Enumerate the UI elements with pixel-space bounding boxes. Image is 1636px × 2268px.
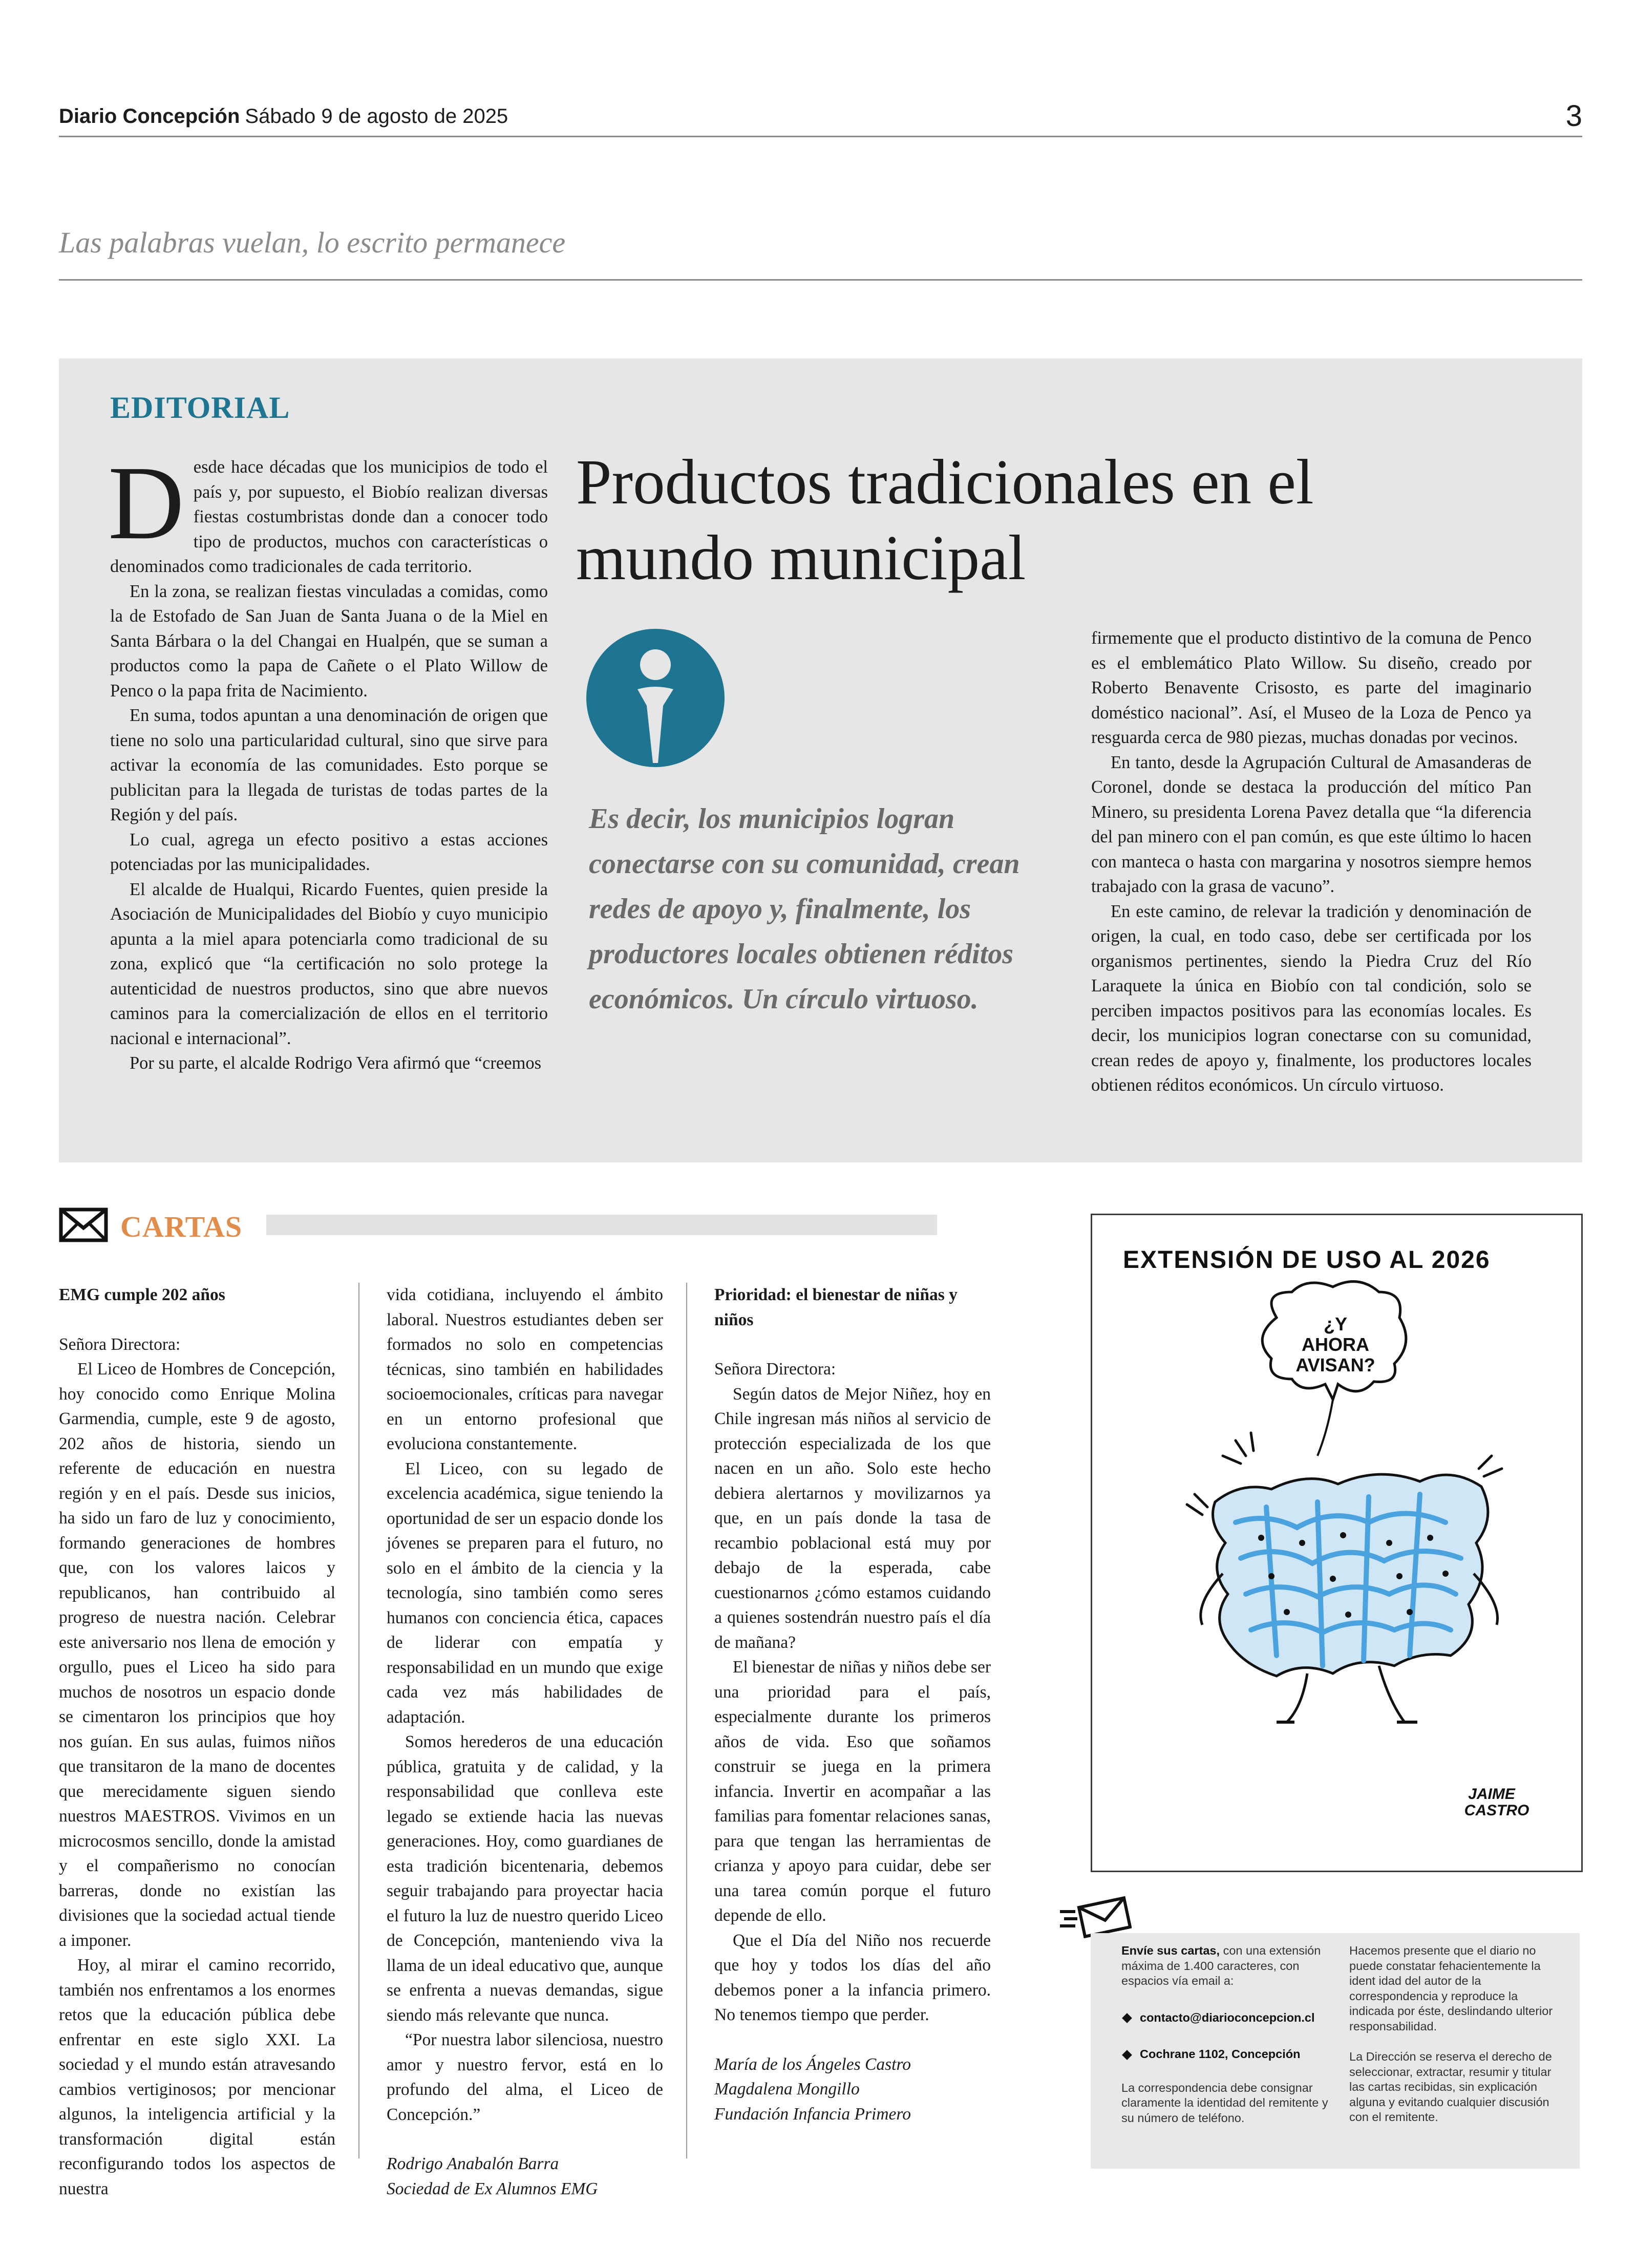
info-note: La correspondencia debe consignar claramente la identidad del remitente y su número de teléfono.	[1121, 2081, 1328, 2125]
editorial-paragraph: En la zona, se realizan fiestas vinculadas a comidas, como la de Estofado de San Juan de Santa Juana o de la Miel en Santa Bárbara o la del Changai en Hualpén, que se suman a productos como la papa de Cañete o el Plato Willow de Penco o la papa frita de Nacimiento.	[110, 581, 548, 701]
letter-signature-name: Rodrigo Anabalón Barra	[387, 2154, 559, 2173]
editorial-box	[59, 358, 1582, 1162]
speech-line-2: AHORA	[1302, 1334, 1369, 1355]
letter-paragraph: Que el Día del Niño nos recuerde que hoy y todos los días del año debemos poner a la infancia primero. No tenemos tiempo que perder.	[714, 1931, 991, 2024]
letter-paragraph: El Liceo de Hombres de Concepción, hoy conocido como Enrique Molina Garmendia, cumple, este 9 de agosto, 202 años de historia, siendo un referente de educación en nuestra región y en el país. Desde sus inicios, ha sido un faro de luz y conocimiento, formando generaciones de hombres que, con los valores laicos y republicanos, han contribuido al progreso de nuestra nación. Celebrar este aniversario nos llena de emoción y orgullo, pues el Liceo ha sido para muchos de nosotros un espacio donde se cimentaron los principios que hoy nos guían. En sus aulas, fuimos niños que transitaron de la mano de docentes que merecidamente siguen siendo nuestros MAESTROS. Vivimos en un microcosmos sencillo, donde la amistad y el compañerismo no conocían barreras, donde no existían las divisiones que la sociedad actual tiende a imponer.	[59, 1360, 335, 1950]
letter-paragraph: El Liceo, con su legado de excelencia académica, sigue teniendo la oportunidad de ser un espacio donde los jóvenes se preparen para el futuro, no solo en el ámbito de la ciencia y la tecnología, sino también como seres humanos con conciencia ética, capaces de liderar con empatía y responsabilidad en un mundo que exige cada vez más habilidades de adaptación.	[387, 1459, 663, 1727]
send-letter-icon	[1060, 1892, 1132, 1938]
letter-emg-column-b	[387, 1283, 663, 2201]
letter-infancia	[714, 1283, 991, 2127]
editorial-title: Productos tradicionales en el mundo municipal	[576, 447, 1314, 594]
issue-date: Sábado 9 de agosto de 2025	[245, 105, 508, 128]
letter-title: Prioridad: el bienestar de niñas y niños	[714, 1285, 958, 1329]
editorial-column-1	[108, 444, 548, 1120]
info-right-column	[1349, 1943, 1564, 2125]
contact-address: Cochrane 1102, Concepción	[1140, 2047, 1301, 2061]
info-intro: con una extensión máxima de 1.400 caracteres, con espacios vía email a:	[1121, 1944, 1321, 1987]
letter-paragraph: Somos herederos de una educación pública, gratuita y de calidad, y la responsabilidad que conlleva este legado se extiende hacia las nuevas generaciones. Hoy, como guardianes de esta tradición bicentenaria, debemos seguir trabajando para proyectar hacia el futuro la luz de nuestro querido Liceo de Concepción, manteniendo viva la llama de un ideal educativo que, aunque se enfrenta a nuevas demandas, sigue siendo más relevante que nunca.	[387, 1732, 663, 2025]
cartoonist-signature-1: JAIME	[1468, 1786, 1515, 1803]
editorial-paragraph: En tanto, desde la Agrupación Cultural de Amasanderas de Coronel, donde se destaca la producción del mítico Pan Minero, su presidenta Lorena Pavez detalla que “la diferencia del pan minero con el pan común, es que este último lo hacen con manteca o hasta con margarina y nosotros siempre hemos trabajado con la grasa de vacuno”.	[1091, 752, 1532, 896]
section-motto: Las palabras vuelan, lo escrito permanece	[59, 225, 1582, 281]
editorial-cartoon	[1091, 1214, 1583, 1872]
editorial-paragraph: En este camino, de relevar la tradición y denominación de origen, la cual, en todo caso, debe ser certificada por los organismos pertinentes, siendo la Piedra Cruz del Río Laraquete la única en Biobío con tal condición, solo se perciben impactos positivos para las economías locales. Es decir, los municipios logran conectarse con su comunidad, crean redes de apoyo y, finalmente, los productores locales obtienen réditos económicos. Un círculo virtuoso.	[1091, 901, 1532, 1095]
letter-signature-name: María de los Ángeles Castro	[714, 2054, 911, 2074]
letter-salutation: Señora Directora:	[59, 1334, 181, 1354]
letter-paragraph: “Por nuestra labor silenciosa, nuestro amor y nuestro fervor, está en lo profundo del alma, el Liceo de Concepción.”	[387, 2030, 663, 2124]
letter-signature-org: Fundación Infancia Primero	[714, 2104, 911, 2124]
cartoon-drawing	[1092, 1215, 1581, 1871]
letters-info-box	[1091, 1933, 1580, 2169]
page-number: 3	[1565, 99, 1582, 133]
cartas-label: CARTAS	[120, 1210, 243, 1243]
letter-title: EMG cumple 202 años	[59, 1285, 225, 1304]
editorial-paragraph: El alcalde de Hualqui, Ricardo Fuentes, quien preside la Asociación de Municipalidades del Biobío y cuyo municipio apunta a la miel apara potenciarla como tradicional de su zona, explicó que “la certificación no solo protege la autenticidad de nuestros productos, sino que abre nuevos caminos para la comercialización de ellos en el territorio nacional e internacional”.	[110, 879, 548, 1048]
speech-line-3: AVISAN?	[1295, 1354, 1375, 1375]
newspaper-name: Diario Concepción	[59, 105, 240, 128]
letter-signature-org: Sociedad de Ex Alumnos EMG	[387, 2179, 598, 2198]
info-intro-bold: Envíe sus cartas,	[1121, 1944, 1220, 1957]
editorial-paragraph: firmemente que el producto distintivo de la comuna de Penco es el emblemático Plato Willow. Su diseño, creado por Roberto Benavente Crisosto, es parte del imaginario doméstico nacional”. Así, el Museo de la Loza de Penco ya resguarda cerca de 980 piezas, muchas donadas por vecinos.	[1091, 628, 1532, 747]
editorial-column-3	[1091, 626, 1532, 1095]
column-divider	[686, 1283, 687, 2158]
info-i-icon	[586, 624, 725, 772]
cartas-header	[59, 1203, 937, 1244]
editorial-label: EDITORIAL	[110, 391, 290, 425]
envelope-icon	[59, 1207, 108, 1242]
contact-email[interactable]: contacto@diarioconcepcion.cl	[1140, 2010, 1315, 2024]
column-divider	[358, 1283, 359, 2158]
letter-paragraph: vida cotidiana, incluyendo el ámbito laboral. Nuestros estudiantes deben ser formados no solo en competencias técnicas, sino también en habilidades socioemocionales, críticas para navegar en un entorno profesional que evoluciona constantemente.	[387, 1285, 663, 1453]
drop-cap: D	[108, 444, 184, 561]
editorial-pull-quote: Es decir, los municipios logran conectarse con su comunidad, crean redes de apoyo y, finalmente, los productores locales obtienen réditos económicos. Un círculo virtuoso.	[589, 803, 1020, 1015]
editorial-paragraph: Por su parte, el alcalde Rodrigo Vera afirmó que “creemos	[130, 1053, 542, 1073]
letter-salutation: Señora Directora:	[714, 1360, 836, 1379]
info-disclaimer: Hacemos presente que el diario no puede constatar fehacientemente la ident idad del autor de la correspondencia y reproduce la indicada por éste, deslindando ulterior responsabilidad.	[1349, 1944, 1553, 2033]
letter-paragraph: Según datos de Mejor Niñez, hoy en Chile ingresan más niños al servicio de protección especializada de los que nacen en un año. Solo este hecho debiera alertarnos y movilizarnos ya que, en un país donde la tasa de recambio poblacional está muy por debajo de la esperada, cabe cuestionarnos ¿cómo estamos cuidando a quienes sostendrán nuestro país el día de mañana?	[714, 1384, 991, 1652]
editorial-paragraph: esde hace décadas que los municipios de todo el país y, por supuesto, el Biobío realizan diversas fiestas costumbristas donde dan a conocer todo tipo de productos, muchos con características o denominados como tradicionales de cada territorio.	[110, 457, 548, 576]
section-bar	[266, 1215, 937, 1235]
letter-paragraph: Hoy, al mirar el camino recorrido, también nos enfrentamos a los enormes retos que la educación pública debe enfrentar en este siglo XXI. La sociedad y el mundo están atravesando cambios vertiginosos; por mencionar algunos, la inteligencia artificial y la transformación digital están reconfigurando todos los aspectos de nuestra	[59, 1956, 335, 2198]
editorial-paragraph: Lo cual, agrega un efecto positivo a estas acciones potenciadas por las municipalidades.	[110, 830, 548, 874]
letter-paragraph: El bienestar de niñas y niños debe ser una prioridad para el país, especialmente durante los primeros años de vida. Eso que soñamos construir se juega en la primera infancia. Invertir en acompañar a las familias para fomentar relaciones sanas, para que tengan las herramientas de crianza y apoyo para cuidar, debe ser una tarea común porque el futuro depende de ello.	[714, 1658, 991, 1925]
bullet-diamond-icon	[1122, 2013, 1132, 2023]
speech-line-1: ¿Y	[1323, 1313, 1348, 1334]
letter-signature-name: Magdalena Mongillo	[714, 2080, 860, 2099]
info-rights: La Dirección se reserva el derecho de seleccionar, extractar, resumir y titular las cartas recibidas, sin explicación alguna y evitando cualquier discusión con el remitente.	[1349, 2050, 1552, 2124]
letter-emg-column-a	[59, 1283, 335, 2201]
cartoon-title: EXTENSIÓN DE USO AL 2026	[1123, 1246, 1491, 1274]
page-header	[59, 99, 1582, 137]
cartoonist-signature-2: CASTRO	[1464, 1802, 1529, 1819]
info-left-column	[1121, 1943, 1336, 2126]
editorial-paragraph: En suma, todos apuntan a una denominación de origen que tiene no solo una particularidad cultural, sino que sirve para activar la economía de las comunidades. Esto porque se publicitan para la llegada de turistas de todas partes de la Región y del país.	[110, 706, 548, 824]
bullet-diamond-icon	[1122, 2050, 1132, 2060]
